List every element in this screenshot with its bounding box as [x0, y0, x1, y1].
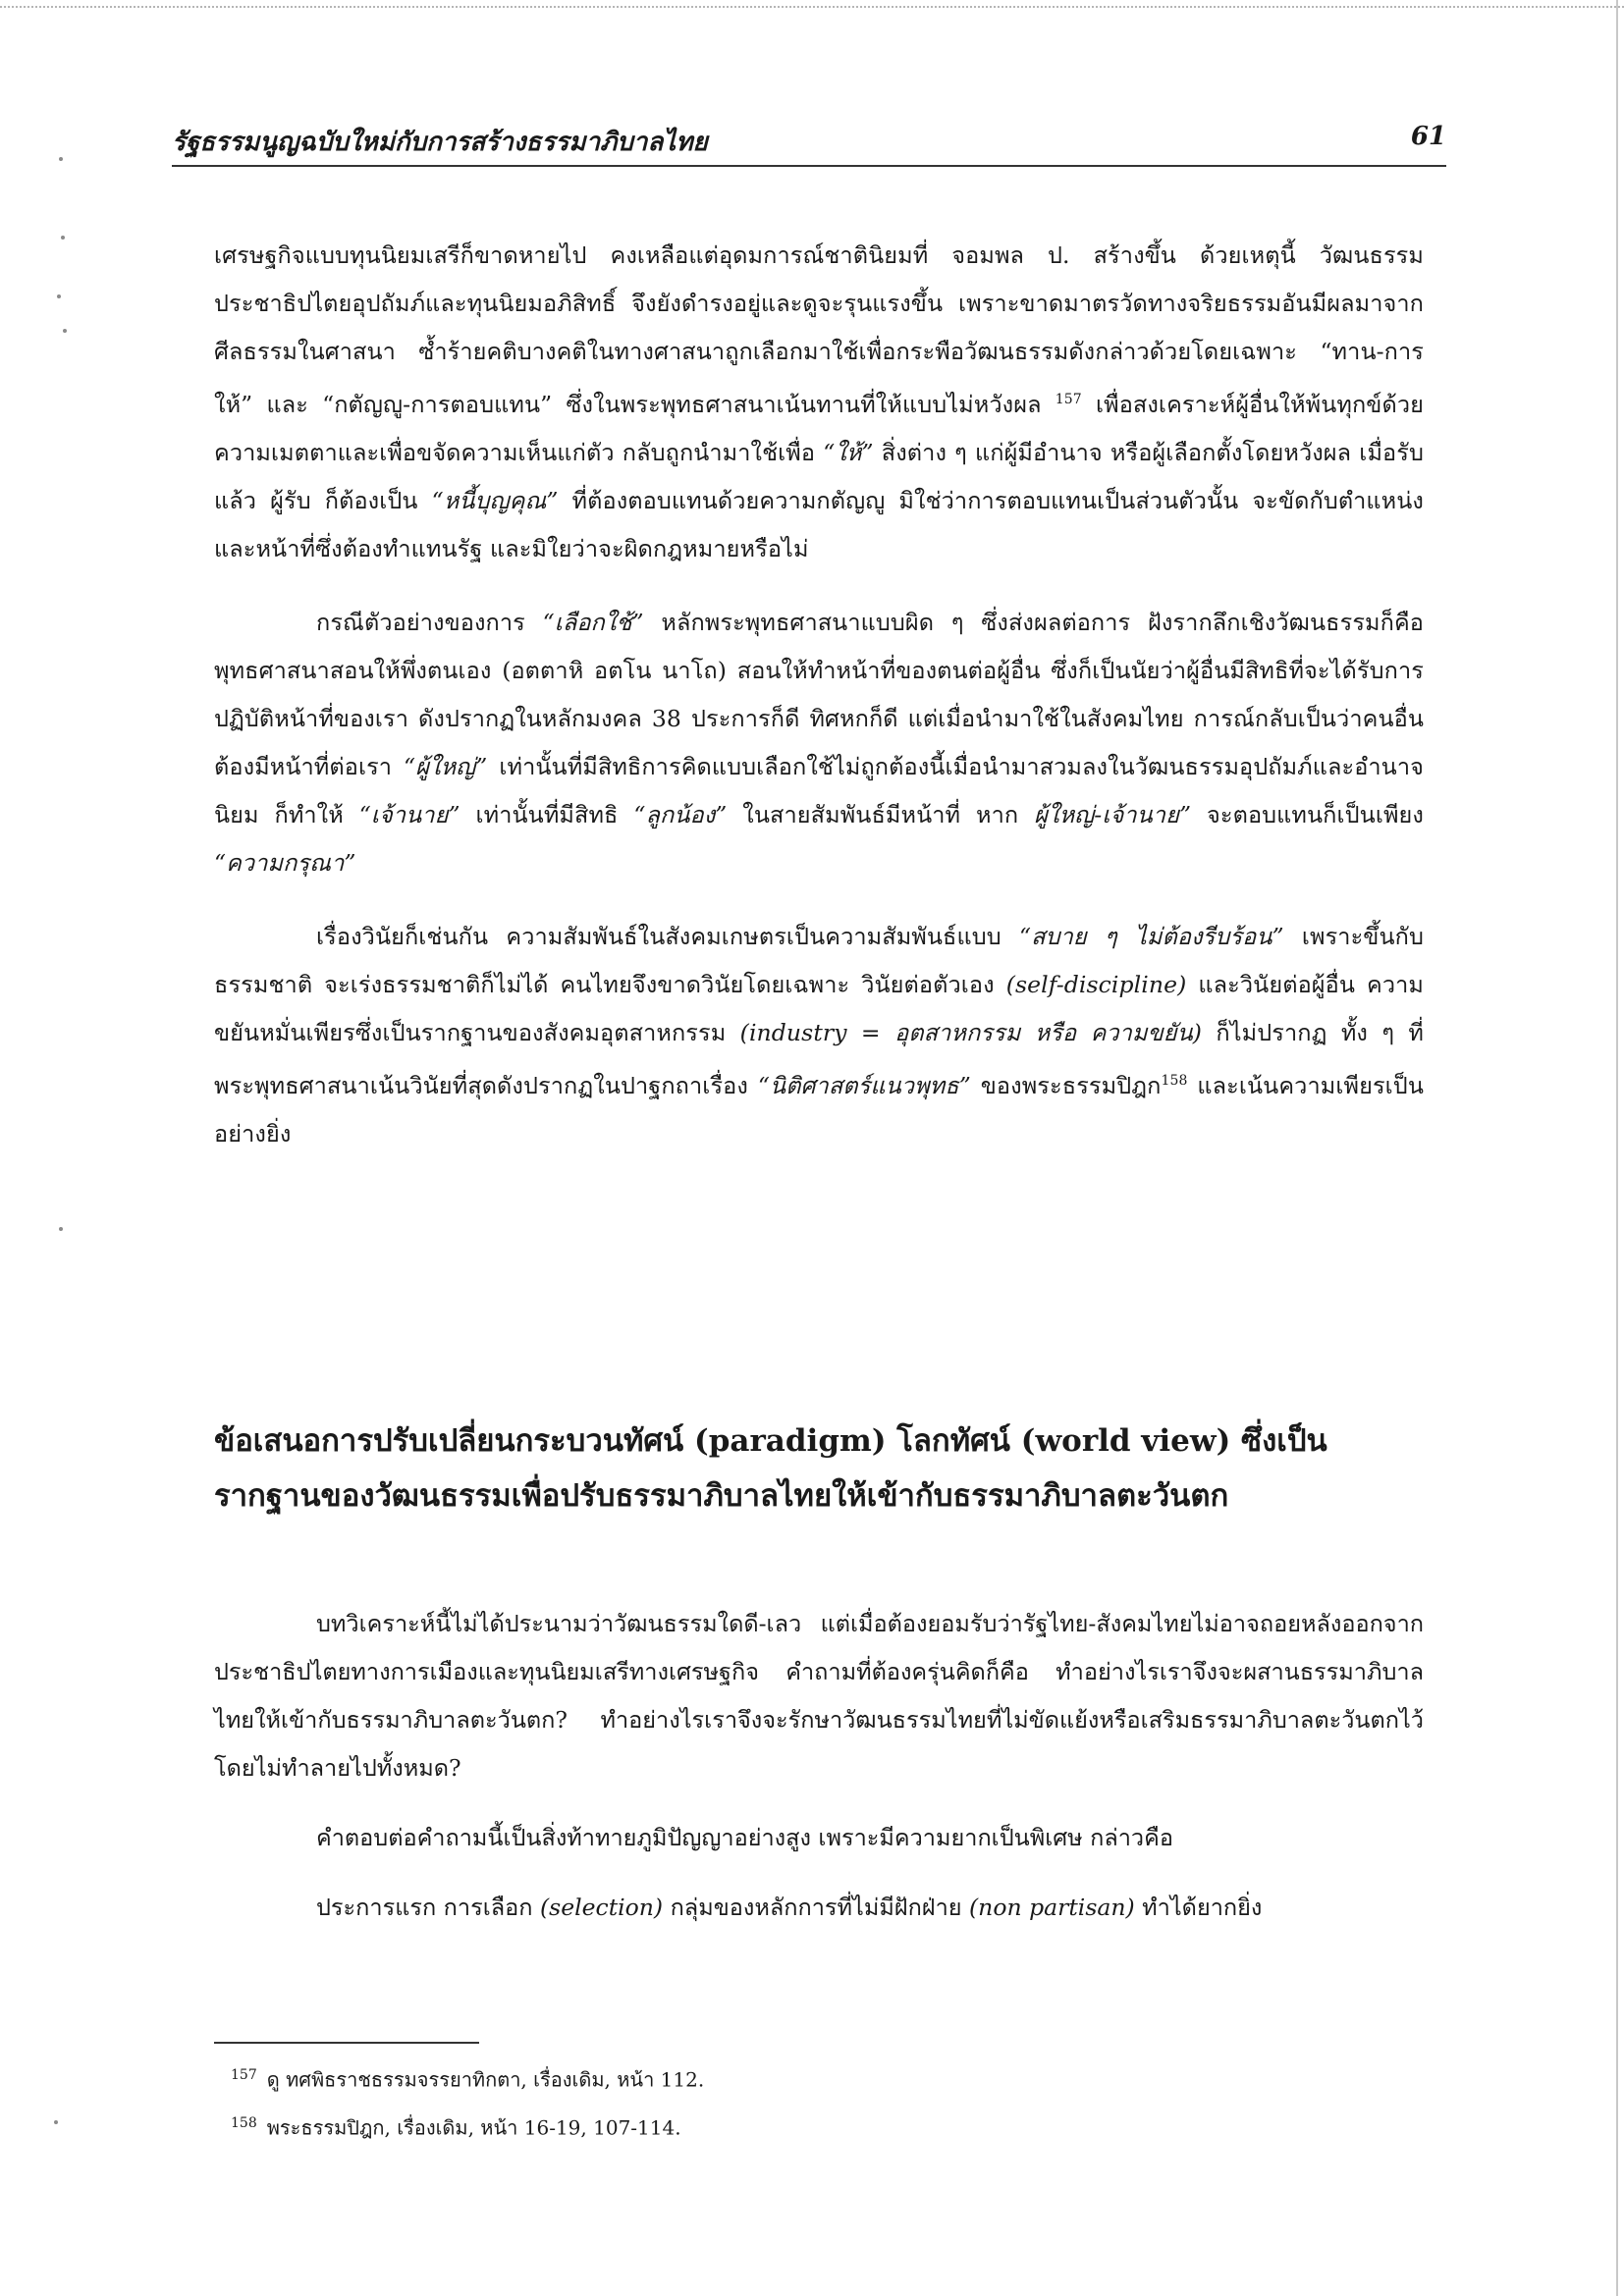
footnote-157: [231, 2054, 1409, 2102]
section-2-body: [214, 1600, 1424, 1932]
section-2-paragraph-3: ประการแรก การเลือก (selection) กลุ่มของหลักการที่ไม่มีฝักฝ่าย (non partisan) ทำได้ยากยิ่ง: [316, 1894, 1263, 1921]
section-heading: [214, 1414, 1424, 1523]
scan-speck: [59, 1227, 63, 1231]
running-header: [172, 118, 1446, 157]
footnote-text: ดู ทศพิธราชธรรมจรรยาทิกตา, เรื่องเดิม, หน้า 112.: [266, 2067, 705, 2092]
footnote-158: [231, 2102, 1409, 2150]
scan-speck: [57, 294, 61, 298]
section-2-paragraph-2: คำตอบต่อคำถามนี้เป็นสิ่งท้าทายภูมิปัญญาอย่างสูง เพราะมีความยากเป็นพิเศษ กล่าวคือ: [316, 1824, 1173, 1851]
paragraph-2: กรณีตัวอย่างของการ “เลือกใช้” หลักพระพุทธศาสนาแบบผิด ๆ ซึ่งส่งผลต่อการ ฝังรากลึกเชิงวัฒนธรรมก็คือ พุทธศาสนาสอนให้พึ่งตนเอง (อตตาหิ อตโน นาโถ) สอนให้ทำหน้าที่ของตนต่อผู้อื่น ซึ่งก็เป็นนัยว่าผู้อื่นมีสิทธิที่จะได้รับการปฏิบัติหน้าที่ของเรา ดังปรากฏในหลักมงคล 38 ประการก็ดี ทิศหกก็ดี แต่เมื่อนำมาใช้ในสังคมไทย การณ์กลับเป็นว่าคนอื่นต้องมีหน้าที่ต่อเรา “ผู้ใหญ่” เท่านั้นที่มีสิทธิการคิดแบบเลือกใช้ไม่ถูกต้องนี้เมื่อนำมาสวมลงในวัฒนธรรมอุปถัมภ์และอำนาจนิยม ก็ทำให้ “เจ้านาย” เท่านั้นที่มีสิทธิ “ลูกน้อง” ในสายสัมพันธ์มีหน้าที่ หาก ผู้ใหญ่-เจ้านาย” จะตอบแทนก็เป็นเพียง “ความกรุณา”: [214, 608, 1424, 877]
scan-speck: [63, 329, 67, 333]
section-2-paragraph-1: บทวิเคราะห์นี้ไม่ได้ประนามว่าวัฒนธรรมใดดี-เลว แต่เมื่อต้องยอมรับว่ารัฐไทย-สังคมไทยไม่อาจถอยหลังออกจากประชาธิปไตยทางการเมืองและทุนนิยมเสรีทางเศรษฐกิจ คำถามที่ต้องครุ่นคิดก็คือ ทำอย่างไรเราจึงจะผสานธรรมาภิบาลไทยให้เข้ากับธรรมาภิบาลตะวันตก? ทำอย่างไรเราจึงจะรักษาวัฒนธรรมไทยที่ไม่ขัดแย้งหรือเสริมธรรมาภิบาลตะวันตกไว้โดยไม่ทำลายไปทั้งหมด?: [214, 1610, 1424, 1782]
page-number: 61: [1410, 122, 1446, 151]
header-rule: [172, 165, 1446, 167]
footnotes: [231, 2054, 1409, 2149]
footnote-mark: 157: [231, 2067, 257, 2083]
scan-speck: [61, 236, 65, 240]
paragraph-1: เศรษฐกิจแบบทุนนิยมเสรีก็ขาดหายไป คงเหลือแต่อุดมการณ์ชาตินิยมที่ จอมพล ป. สร้างขึ้น ด้วยเหตุนี้ วัฒนธรรมประชาธิปไตยอุปถัมภ์และทุนนิยมอภิสิทธิ์ จึงยังดำรงอยู่และดูจะรุนแรงขึ้น เพราะขาดมาตรวัดทางจริยธรรมอันมีผลมาจากศีลธรรมในศาสนา ซ้ำร้ายคติบางคติในทางศาสนาถูกเลือกมาใช้เพื่อกระพือวัฒนธรรมดังกล่าวด้วยโดยเฉพาะ “ทาน-การให้” และ “กตัญญู-การตอบแทน” ซึ่งในพระพุทธศาสนาเน้นทานที่ให้แบบไม่หวังผล $^{157}$ เพื่อสงเคราะห์ผู้อื่นให้พ้นทุกข์ด้วยความเมตตาและเพื่อขจัดความเห็นแก่ตัว กลับถูกนำมาใช้เพื่อ “ให้” สิ่งต่าง ๆ แก่ผู้มีอำนาจ หรือผู้เลือกตั้งโดยหวังผล เมื่อรับแล้ว ผู้รับ ก็ต้องเป็น “หนี้บุญคุณ” ที่ต้องตอบแทนด้วยความกตัญญู มิใช่ว่าการตอบแทนเป็นส่วนตัวนั้น จะขัดกับตำแหน่งและหน้าที่ซึ่งต้องทำแทนรัฐ และมิใยว่าจะผิดกฎหมายหรือไม่: [214, 241, 1424, 562]
footnote-text: พระธรรมปิฎก, เรื่องเดิม, หน้า 16-19, 107-114.: [266, 2115, 681, 2140]
paragraph-3: เรื่องวินัยก็เช่นกัน ความสัมพันธ์ในสังคมเกษตรเป็นความสัมพันธ์แบบ “สบาย ๆ ไม่ต้องรีบร้อน” เพราะขึ้นกับธรรมชาติ จะเร่งธรรมชาติก็ไม่ได้ คนไทยจึงขาดวินัยโดยเฉพาะ วินัยต่อตัวเอง (self-discipline) และวินัยต่อผู้อื่น ความขยันหมั่นเพียรซึ่งเป็นรากฐานของสังคมอุตสาหกรรม (industry = อุตสาหกรรม หรือ ความขยัน) ก็ไม่ปรากฏ ทั้ง ๆ ที่พระพุทธศาสนาเน้นวินัยที่สุดดังปรากฏในปาฐกถาเรื่อง “นิติศาสตร์แนวพุทธ” ของพระธรรมปิฎก$^{158}$ และเน้นความเพียรเป็นอย่างยิ่ง: [214, 922, 1425, 1148]
section-heading-line-2: รากฐานของวัฒนธรรมเพื่อปรับธรรมาภิบาลไทยให้เข้ากับธรรมาภิบาลตะวันตก: [214, 1478, 1229, 1514]
scan-top-edge: [0, 6, 1624, 8]
scan-right-edge: [1616, 0, 1618, 2296]
section-heading-line-1: ข้อเสนอการปรับเปลี่ยนกระบวนทัศน์ (paradigm) โลกทัศน์ (world view) ซึ่งเป็น: [214, 1423, 1327, 1459]
body-text: [214, 232, 1424, 1158]
footnote-rule: [214, 2042, 479, 2044]
footnote-mark: 158: [231, 2114, 257, 2131]
scan-speck: [54, 2120, 58, 2124]
scan-speck: [59, 157, 63, 161]
header-title: รัฐธรรมนูญฉบับใหม่กับการสร้างธรรมาภิบาลไทย: [172, 128, 708, 157]
